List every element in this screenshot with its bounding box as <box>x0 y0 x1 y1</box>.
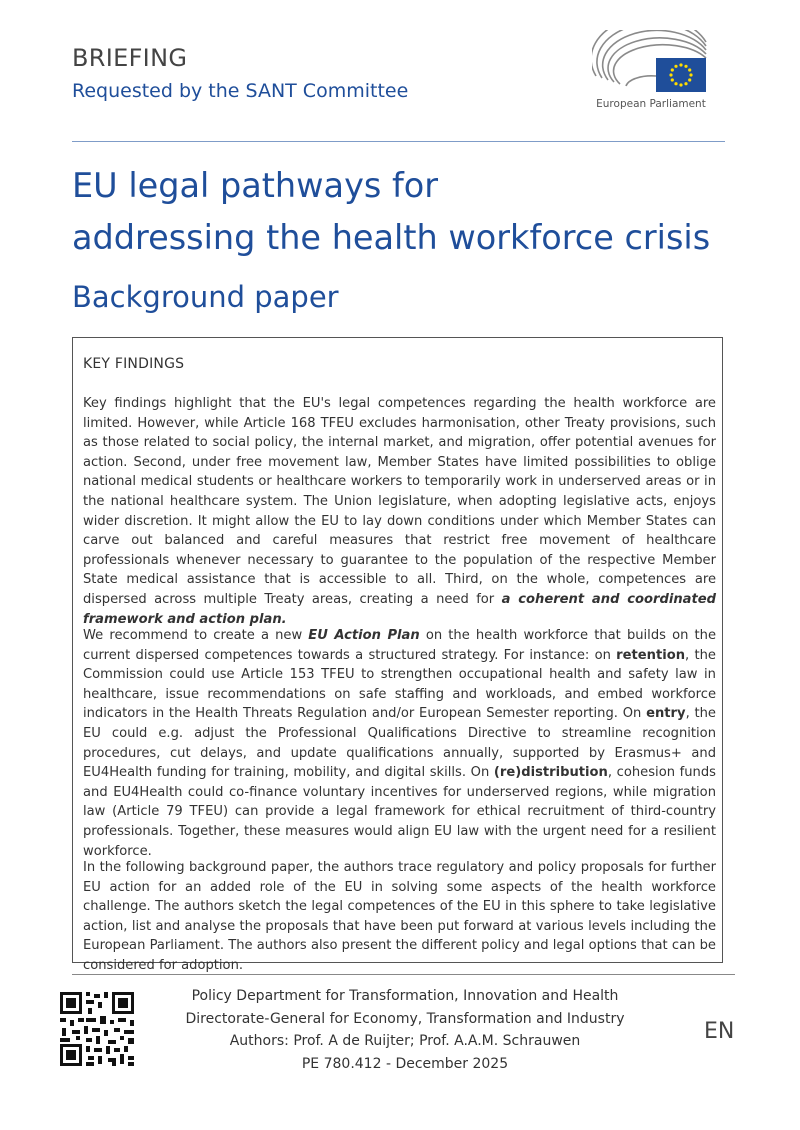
emphasis-redistribution: (re)distribution <box>493 765 608 781</box>
paragraph-text: , the EU could e.g. adjust the Professional Qualifications Directive to streamline recognition procedures, cut delays, and update qualifications annually, supported by Erasmus+ and EU4Health funding for training, mobility, and digital skills. On <box>83 706 716 781</box>
paragraph-text: Key findings highlight that the EU's legal competences regarding the health workforce are limited. However, while Article 168 TFEU excludes harmonisation, other Treaty provisions, such as those related to social policy, the internal market, and migration, offer potential avenues for action. Second, under free movement law, Member States have limited possibilities to oblige national medical students or healthcare workers to temporarily work in underserved areas or in the national healthcare system. The Union legislature, when adopting legislative acts, enjoys wider discretion. It might allow the EU to lay down conditions under which Member States can carve out balanced and careful measures that restrict free movement of healthcare professionals whenever necessary to guarantee to the population of the respective Member State medical assistance that is accessible to all. Third, on the whole, competences are dispersed across multiple Treaty areas, creating a need for <box>83 396 716 607</box>
emphasis-action-plan: EU Action Plan <box>308 628 420 643</box>
footer-info <box>150 985 660 1075</box>
emphasis-entry: entry <box>646 706 686 722</box>
paragraph-text: on the health workforce that builds on the current dispersed competences towards a structured strategy. For instance: on <box>83 628 716 663</box>
footer-reference: PE 780.412 - December 2025 <box>301 1055 509 1072</box>
paragraph-text: , the Commission could use Article 153 TFEU to strengthen occupational health and safety law in healthcare, issue recommendations on safe staffing and workloads, and embed workforce indicators in the Health Threats Regulation and/or European Semester reporting. On <box>83 647 716 722</box>
footer-department: Policy Department for Transformation, Innovation and Health <box>191 988 619 1004</box>
key-findings-heading: KEY FINDINGS <box>83 356 185 372</box>
paragraph-text: , cohesion funds and EU4Health could co-finance voluntary incentives for underserved regions, while migration law (Article 79 TFEU) can provide a legal framework for ethical recruitment of third-country professionals. Together, these measures would align EU law with the urgent need for a resilient workforce. <box>83 765 716 859</box>
paragraph-text: We recommend to create a new <box>83 628 309 643</box>
title-line-2: addressing the health workforce crisis <box>72 218 711 257</box>
footer-directorate: Directorate-General for Economy, Transformation and Industry <box>185 1010 625 1027</box>
header-divider <box>72 141 725 142</box>
qr-code-graphic <box>58 990 136 1068</box>
key-findings-box <box>72 337 723 973</box>
requested-by: Requested by the SANT Committee <box>72 80 409 102</box>
language-code: EN <box>704 1019 735 1044</box>
footer-divider <box>72 974 735 975</box>
european-parliament-logo <box>592 30 710 116</box>
emphasis-text: a coherent and coordinated framework and action plan. <box>83 591 716 627</box>
emphasis-retention: retention <box>616 647 686 663</box>
key-findings-paragraph-3: In the following background paper, the authors trace regulatory and policy proposals for further EU action for an added role of the EU in solving some aspects of the health workforce challenge. The authors sketch the legal competences of the EU in this sphere to take legislative action, list and analyse the proposals that have been put forward at various levels including the European Parliament. The authors also present the different policy and legal options that can be considered for adoption. <box>83 860 716 973</box>
page-subtitle: Background paper <box>72 280 339 314</box>
footer-authors: Authors: Prof. A de Ruijter; Prof. A.A.M. Schrauwen <box>229 1033 581 1049</box>
key-findings-paragraph-2 <box>83 626 716 861</box>
title-line-1: EU legal pathways for <box>72 166 439 205</box>
hemicycle-icon <box>592 30 710 96</box>
logo-text: European Parliament <box>596 98 706 110</box>
page-title <box>72 160 732 264</box>
qr-code-icon <box>58 990 136 1068</box>
key-findings-paragraph-1 <box>83 394 716 629</box>
document-type: BRIEFING <box>72 44 188 72</box>
